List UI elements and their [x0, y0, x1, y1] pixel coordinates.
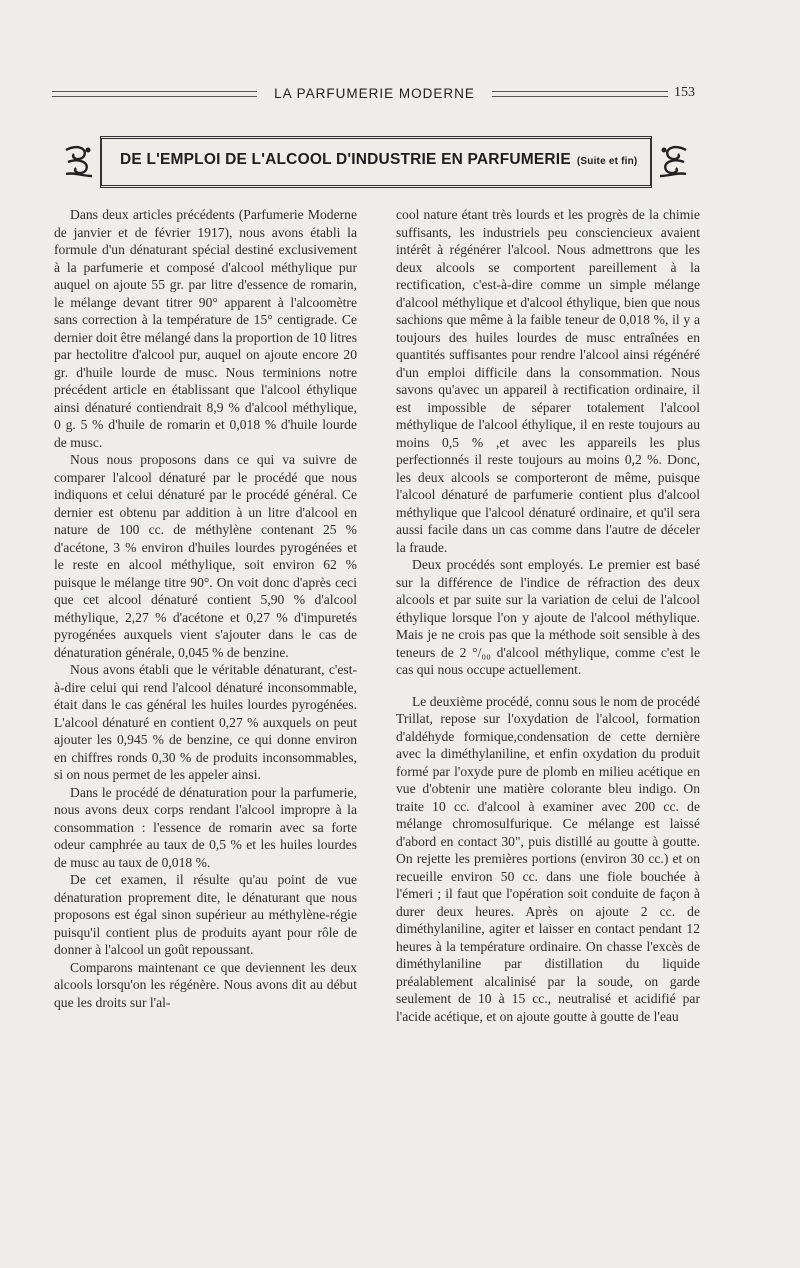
ornament-right-icon [656, 142, 690, 182]
page-number: 153 [674, 85, 695, 100]
right-column [396, 206, 700, 1025]
article-title-text: DE L'EMPLOI DE L'ALCOOL D'INDUSTRIE EN PARFUMERIE [120, 151, 571, 168]
paragraph: Dans le procédé de dénaturation pour la parfumerie, nous avons deux corps rendant l'alcool impropre à la consommation : l'essence de romarin avec sa forte odeur camphrée au taux de 0,5 % et les huiles lourdes de musc au taux de 0,018 %. [54, 784, 357, 870]
paragraph: Nous nous proposons dans ce qui va suivre de comparer l'alcool dénaturé par le procédé que nous indiquons et celui dénaturé par le procédé général. Ce dernier est obtenu par addition à un litre d'alcool en nature de 100 cc. de méthylène contenant 25 % d'acétone, 3 % environ d'huiles lourdes pyrogénées et le reste en alcool méthylique, soit environ 62 % puisque le mélange titre 90°. On voit donc d'après ceci que cet alcool dénaturé contient 5,90 % d'alcool méthylique, 2,27 % d'acétone et 0,27 % d'impuretés pyrogénées auxquels vient s'ajouter dans le cas de dénaturation générale, 0,045 % de benzine. [54, 452, 357, 660]
paragraph: De cet examen, il résulte qu'au point de vue dénaturation proprement dite, le dénaturant que nous proposons est égal sinon supérieur au méthylène-régie puisqu'il contient plus de produits ayant pour rôle de donner à l'alcool un goût repoussant. [54, 872, 357, 957]
ornament-left-icon [62, 142, 96, 182]
header-rule-left [52, 91, 257, 97]
article-title [120, 151, 637, 169]
running-header [52, 82, 702, 108]
paragraph: Deux procédés sont employés. Le premier est basé sur la différence de l'indice de réfraction des deux alcools et par suite sur la variation de celui de l'alcool éthylique lorsque l'on y ajoute de l'alcool méthylique. Mais je ne crois pas que la méthode soit sensible à des teneurs de 2 °/₀₀ d'alcool méthylique, comme c'est le cas qui nous occupe actuellement. [396, 557, 700, 677]
paragraph: Comparons maintenant ce que deviennent les deux alcools lorsqu'on les régénère. Nous avons dit au début que les droits sur l'al- [54, 959, 357, 1010]
left-column [54, 206, 357, 1011]
paragraph: Nous avons établi que le véritable dénaturant, c'est-à-dire celui qui rend l'alcool dénaturé inconsommable, était dans le cas général les huiles lourdes pyrogénées. L'alcool dénaturé en contient 0,27 % auxquels on peut ajouter les 0,945 % de benzine, ce qui donne environ en chiffres ronds 0,30 % de produits inconsommables, si on nous permet de les appeler ainsi. [54, 662, 357, 782]
journal-title: LA PARFUMERIE MODERNE [274, 86, 475, 101]
header-rule-right [492, 91, 668, 97]
article-title-banner [62, 136, 690, 188]
paragraph: Dans deux articles précédents (Parfumerie Moderne de janvier et de février 1917), nous avons établi la formule d'un dénaturant spécial destiné exclusivement à la parfumerie et composé d'alcool méthylique pur auquel on ajoute 55 gr. par litre d'essence de romarin, le mélange devant titrer 90° apparent à l'alcoomètre sans correction à la température de 15° centigrade. Ce dernier doit être mélangé dans la proportion de 10 litres par hectolitre d'alcool pur, auquel on ajoute encore 20 gr. d'huile lourde de musc. Nous terminions notre précédent article en établissant que l'alcool éthylique ainsi dénaturé contiendrait 8,9 % d'alcool méthylique, 0 g. 5 % d'huile de romarin et 0,018 % d'huile lourde de musc. [54, 207, 357, 450]
paragraph: Le deuxième procédé, connu sous le nom de procédé Trillat, repose sur l'oxydation de l'alcool, formation d'aldéhyde formique,condensation de cette dernière avec la diméthylaniline, et enfin oxydation du produit formé par l'oxyde pure de plomb en milieu acétique en vue d'obtenir une matière colorante bleu indigo. On traite 10 cc. d'alcool à examiner avec 200 cc. de mélange chromosulfurique. Ce mélange est laissé d'abord en contact 30", puis distillé au goutte à goutte. On rejette les premières portions (environ 30 cc.) et on recueille environ 50 cc. dans une fiole bouchée à l'émeri ; il faut que l'opération soit conduite de façon à durer deux heures. Après on ajoute 2 cc. de diméthylaniline, agiter et laisser en contact pendant 12 heures à la température ordinaire. On chasse l'excès de diméthylaniline par distillation du liquide préalablement alcalinisé par la soude, on garde seulement de 10 à 15 cc., neutralisé et acidifié par l'acide acétique, et on ajoute goutte à goutte de l'eau [396, 693, 701, 1024]
article-subtitle: (Suite et fin) [576, 156, 638, 167]
paragraph: cool nature étant très lourds et les progrès de la chimie suffisants, les industriels peu consciencieux avaient intérêt à régénérer l'alcool. Nous admettrons que les deux alcools se comportent pareillement à la rectification, c'est-à-dire comme un simple mélange d'alcool méthylique et d'alcool éthylique, bien que nous sachions que même à la faible teneur de 0,018 %, il y a toujours des huiles lourdes de musc entraînées en quantités suffisantes pour rendre l'alcool ainsi régénéré d'un emploi difficile dans la consommation. Nous savons qu'avec un appareil à rectification ordinaire, il est impossible de séparer totalement l'alcool méthylique de l'alcool éthylique, il en reste toujours au moins 0,5 % ,et avec les appareils les plus perfectionnés il reste toujours au moins 0,2 %. Donc, les deux alcools se comporteront de même, puisque l'alcool dénaturé de parfumerie contient plus d'alcool méthylique que l'alcool dénaturé ordinaire, et qu'il sera aussi facile dans un cas comme dans l'autre de déceler la fraude. [396, 207, 700, 555]
